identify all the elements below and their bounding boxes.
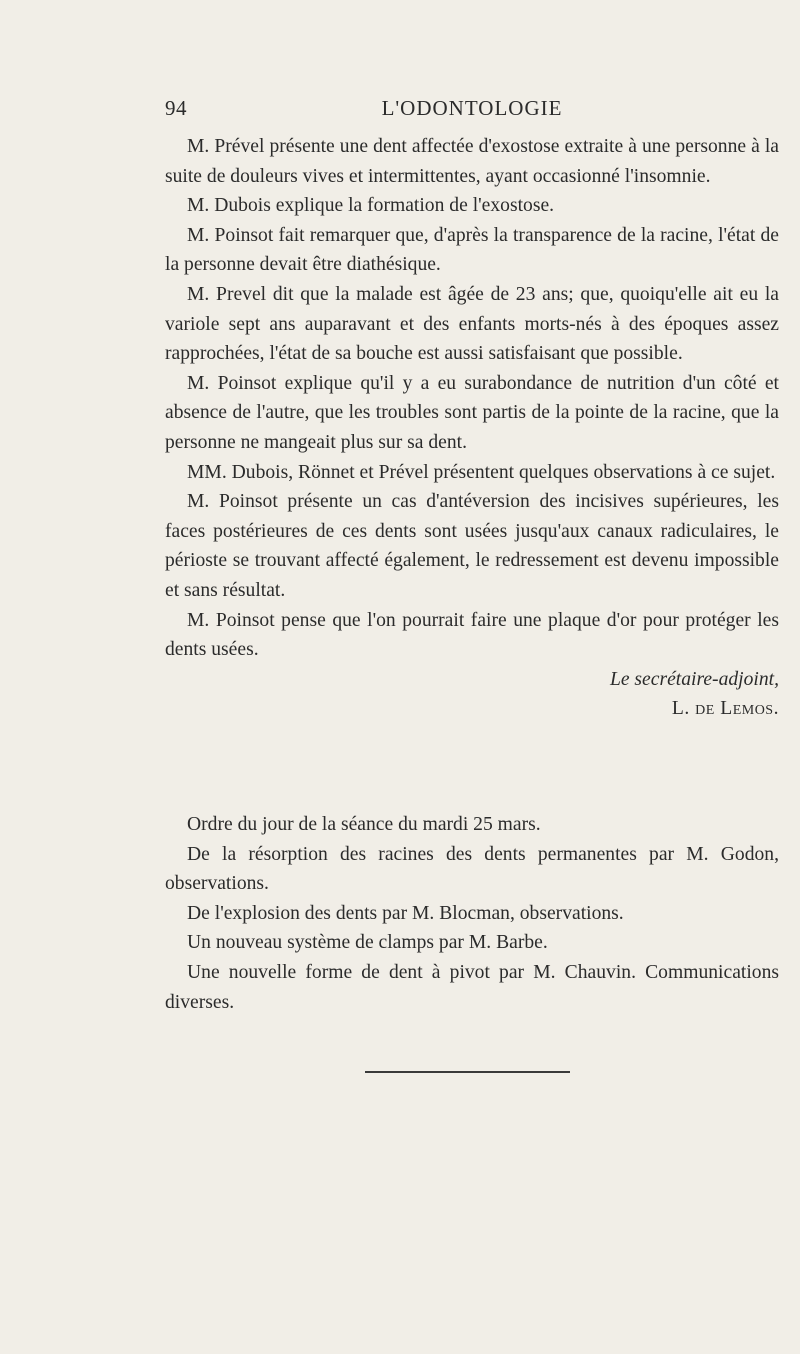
section-divider <box>365 1071 570 1073</box>
agenda-item: Une nouvelle forme de dent à pivot par M. Chauvin. Communications diverses. <box>165 961 779 1013</box>
minutes-paragraph: M. Poinsot explique qu'il y a eu surabondance de nutrition d'un côté et absence de l'autre, que les troubles sont partis de la pointe de la racine, que la personne ne mangeait plus sur sa dent. <box>165 372 779 453</box>
signature-name: L. de Lemos. <box>671 698 779 720</box>
agenda-section <box>165 810 779 1017</box>
agenda-item: Un nouveau système de clamps par M. Barbe. <box>187 932 548 954</box>
agenda-item: De la résorption des racines des dents permanentes par M. Godon, observations. <box>165 843 779 895</box>
signature-role: Le secrétaire-adjoint, <box>609 668 779 690</box>
minutes-paragraph: M. Dubois explique la formation de l'exostose. <box>187 195 555 217</box>
meeting-minutes <box>165 132 779 724</box>
minutes-paragraph: M. Prével présente une dent affectée d'exostose extraite à une personne à la suite de douleurs vives et intermittentes, ayant occasionné l'insomnie. <box>165 136 779 187</box>
minutes-paragraph: M. Poinsot présente un cas d'antéversion des incisives supérieures, les faces postérieures de ces dents sont usées jusqu'aux canaux radiculaires, le périoste se trouvant affecté également, le redressement est devenu impossible et sans résultat. <box>165 491 779 601</box>
agenda-heading: Ordre du jour de la séance du mardi 25 mars. <box>187 814 541 835</box>
minutes-paragraph: M. Poinsot pense que l'on pourrait faire une plaque d'or pour protéger les dents usées. <box>165 609 779 661</box>
minutes-paragraph: M. Prevel dit que la malade est âgée de 23 ans; que, quoiqu'elle ait eu la variole sept ans auparavant et des enfants morts-nés à des époques assez rapprochées, l'état de sa bouche est aussi satisfaisant que possible. <box>165 283 779 365</box>
journal-title: L'ODONTOLOGIE <box>381 96 563 120</box>
minutes-paragraph: M. Poinsot fait remarquer que, d'après la transparence de la racine, l'état de la personne devait être diathésique. <box>165 224 779 276</box>
page-number: 94 <box>165 96 187 120</box>
agenda-item: De l'explosion des dents par M. Blocman, observations. <box>187 902 624 924</box>
minutes-paragraph: MM. Dubois, Rönnet et Prével présentent quelques observations à ce sujet. <box>187 461 776 483</box>
running-header <box>165 96 779 126</box>
